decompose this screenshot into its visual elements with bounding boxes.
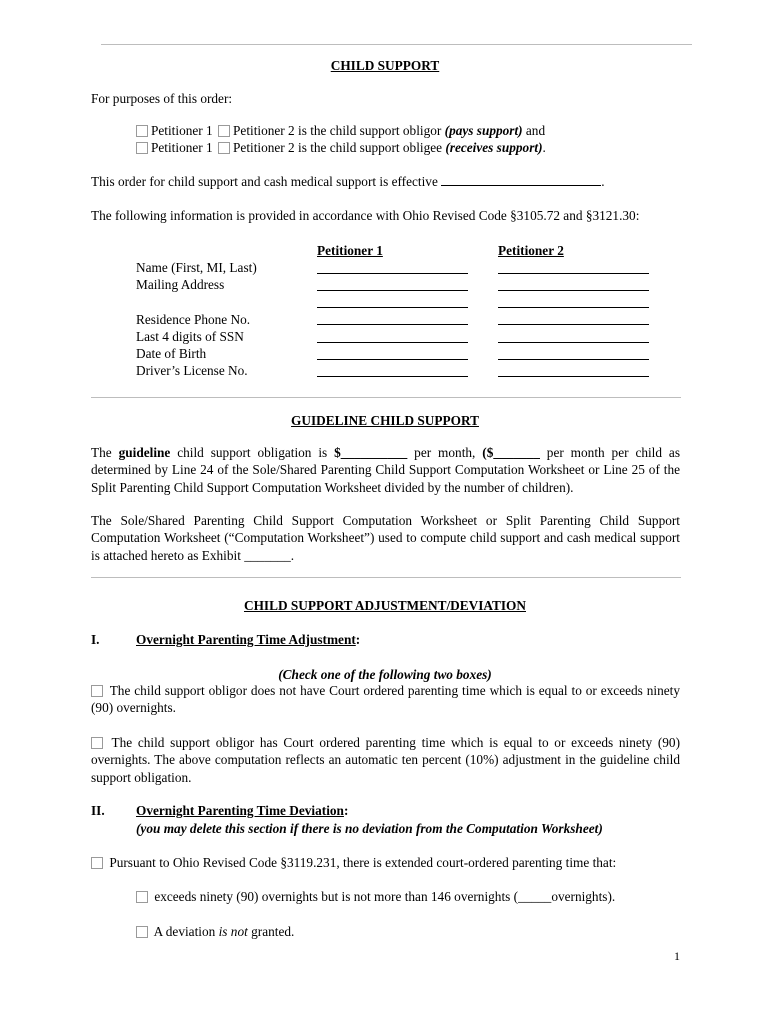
p2-phone-field[interactable] xyxy=(498,324,649,325)
p1-ssn-field[interactable] xyxy=(317,342,468,343)
p2-address-field-2[interactable] xyxy=(498,307,649,308)
check-note: (Check one of the following two boxes) xyxy=(278,667,492,682)
field-label-phone: Residence Phone No. xyxy=(136,312,251,327)
field-label-dob: Date of Birth xyxy=(136,346,207,361)
section-1-colon: : xyxy=(355,632,361,647)
p2-ssn-field[interactable] xyxy=(498,342,649,343)
obligor-role: (pays support) xyxy=(444,123,523,138)
exceeds-text: exceeds ninety (90) overnights but is not more than 146 overnights (_____overnights). xyxy=(154,889,616,904)
section-1-title: Overnight Parenting Time Adjustment xyxy=(136,632,356,647)
divider-2 xyxy=(91,577,681,578)
info-paragraph: The following information is provided in accordance with Ohio Revised Code §3105.72 and §3121.30: xyxy=(91,208,640,223)
deviation-line xyxy=(136,923,294,940)
p1-address-field-2[interactable] xyxy=(317,307,468,308)
effective-date-line xyxy=(91,173,605,190)
exceeds-checkbox[interactable] xyxy=(136,891,148,903)
petitioner1-obligor-checkbox[interactable] xyxy=(136,125,148,137)
obligor-tail: and xyxy=(525,123,546,138)
effective-end: . xyxy=(601,174,605,189)
petitioner1-label: Petitioner 1 xyxy=(151,123,213,138)
petitioner2-column-header: Petitioner 2 xyxy=(498,243,564,258)
obligee-tail: . xyxy=(542,140,546,155)
p1-name-field[interactable] xyxy=(317,273,468,274)
field-label-address: Mailing Address xyxy=(136,277,225,292)
guideline-text-a: The xyxy=(91,445,112,460)
p2-address-field-1[interactable] xyxy=(498,290,649,291)
guideline-text-g: per month per child as determined by Line 24 of the Sole/Shared Parenting Child Support Computation Worksheet or Line 25 of the Split Parenting Child Support Computation Worksheet divided by the number of children). xyxy=(91,445,681,495)
option-2-paragraph xyxy=(91,734,680,786)
per-child-amount-field[interactable]: ($_______ xyxy=(482,445,540,460)
guideline-title: GUIDELINE CHILD SUPPORT xyxy=(291,413,479,428)
exhibit-field[interactable]: _______ xyxy=(244,547,291,563)
purposes-intro: For purposes of this order: xyxy=(91,91,233,106)
section-1-heading xyxy=(136,631,360,648)
obligor-row xyxy=(136,122,545,139)
petitioner2-obligor-checkbox[interactable] xyxy=(218,125,230,137)
field-label-ssn: Last 4 digits of SSN xyxy=(136,329,244,344)
child-support-title: CHILD SUPPORT xyxy=(330,58,440,73)
guideline-bold-word: guideline xyxy=(118,445,171,460)
top-divider xyxy=(101,44,692,45)
p1-address-field-1[interactable] xyxy=(317,290,468,291)
field-label-license: Driver’s License No. xyxy=(136,363,248,378)
guideline-paragraph xyxy=(91,444,680,496)
p2-license-field[interactable] xyxy=(498,376,649,377)
section-2-number: II. xyxy=(91,803,105,818)
p1-phone-field[interactable] xyxy=(317,324,468,325)
option-1-text: The child support obligor does not have Court ordered parenting time which is equal to or exceeds ninety (90) overnights. xyxy=(91,683,680,716)
p1-license-field[interactable] xyxy=(317,376,468,377)
monthly-amount-field[interactable]: $__________ xyxy=(334,445,408,460)
worksheet-end: . xyxy=(290,547,295,563)
section-2-note: (you may delete this section if there is no deviation from the Computation Worksheet) xyxy=(136,821,603,836)
p1-dob-field[interactable] xyxy=(317,359,468,360)
obligee-row xyxy=(136,139,546,156)
effective-date-field[interactable] xyxy=(441,173,601,186)
petitioner1-obligee-checkbox[interactable] xyxy=(136,142,148,154)
p2-dob-field[interactable] xyxy=(498,359,649,360)
adjustment-title: CHILD SUPPORT ADJUSTMENT/DEVIATION xyxy=(243,598,526,613)
section-2-title: Overnight Parenting Time Deviation xyxy=(136,803,344,818)
worksheet-paragraph xyxy=(91,512,680,564)
option-2-text: The child support obligor has Court ordered parenting time which is equal to or exceeds ninety (90) overnights. The above computation reflects an automatic ten percent (10%) adjustment in the guideline child support obligation. xyxy=(91,735,680,785)
pursuant-checkbox[interactable] xyxy=(91,857,103,869)
section-1-number: I. xyxy=(91,632,100,647)
pursuant-line xyxy=(91,854,616,871)
effective-text: This order for child support and cash medical support is effective xyxy=(91,174,438,189)
divider-1 xyxy=(91,397,681,398)
page-number: 1 xyxy=(674,949,680,963)
deviation-text-c: granted. xyxy=(251,924,295,939)
obligee-text: Petitioner 2 is the child support obligee xyxy=(233,140,443,155)
field-label-name: Name (First, MI, Last) xyxy=(136,260,257,275)
worksheet-text: The Sole/Shared Parenting Child Support Computation Worksheet or Split Parenting Child Support Computation Worksheet (“Computation Worksheet”) used to compute child support and cash medical support is attached hereto as Exhibit xyxy=(91,513,680,563)
petitioner1-label: Petitioner 1 xyxy=(151,140,213,155)
petitioner2-obligee-checkbox[interactable] xyxy=(218,142,230,154)
obligee-role: (receives support) xyxy=(445,140,543,155)
section-2-heading xyxy=(136,802,348,819)
exceeds-line xyxy=(136,888,615,905)
section-2-colon: : xyxy=(343,803,349,818)
petitioner1-column-header: Petitioner 1 xyxy=(317,243,383,258)
deviation-checkbox[interactable] xyxy=(136,926,148,938)
option-1-paragraph xyxy=(91,682,680,717)
guideline-text-c: child support obligation is xyxy=(177,445,328,460)
pursuant-text: Pursuant to Ohio Revised Code §3119.231, there is extended court-ordered parenting time that: xyxy=(109,855,617,870)
deviation-text-a: A deviation xyxy=(153,924,216,939)
option-1-checkbox[interactable] xyxy=(91,685,103,697)
deviation-text-b: is not xyxy=(218,924,248,939)
guideline-text-e: per month, xyxy=(414,445,476,460)
p2-name-field[interactable] xyxy=(498,273,649,274)
option-2-checkbox[interactable] xyxy=(91,737,103,749)
obligor-text: Petitioner 2 is the child support obligor xyxy=(233,123,442,138)
